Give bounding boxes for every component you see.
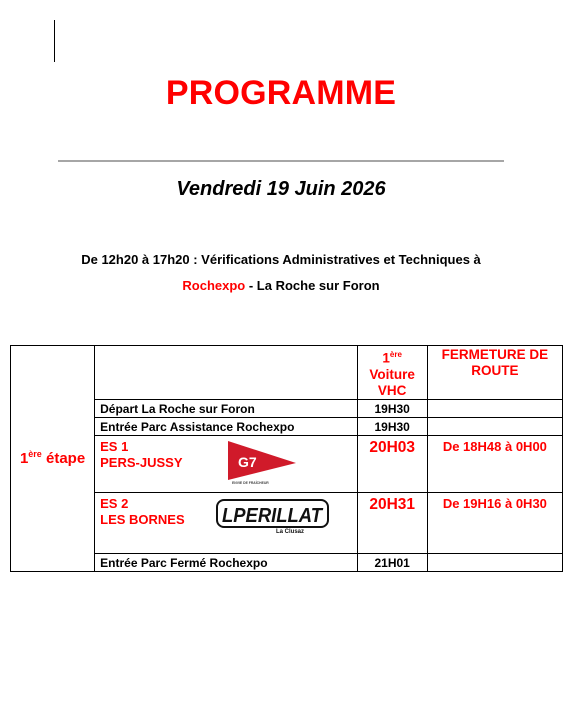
header-fermeture: FERMETURE DE ROUTE [427,346,562,400]
row-label: Départ La Roche sur Foron [95,399,357,417]
row-label: Entrée Parc Fermé Rochexpo [95,553,357,571]
row-fermeture [427,553,562,571]
g7-logo-text: G7 [238,453,257,470]
header-empty-cell [95,346,357,400]
etape-sup: ère [28,449,42,460]
intro-line-1: De 12h20 à 17h20 : Vérifications Administratives et Techniques à [81,252,481,267]
es2-time: 20H31 [357,492,427,553]
intro-line-2-rest: - La Roche sur Foron [245,278,380,293]
perillat-logo-tagline: La Clusaz [276,528,305,534]
header-voiture-sup: ère [389,350,402,359]
es2-cell [95,492,357,553]
es1-time: 20H03 [357,435,427,492]
header-voiture [357,346,427,400]
g7-logo [226,439,298,485]
etape-word: étape [41,450,86,468]
header-voiture-num: 1 [382,350,390,366]
etape-cell [11,346,95,572]
es1-cell [95,435,357,492]
row-label: Entrée Parc Assistance Rochexpo [95,417,357,435]
es1-fermeture: De 18H48 à 0H00 [427,435,562,492]
perillat-logo [216,498,330,534]
row-time: 19H30 [357,399,427,417]
etape-number: 1 [19,450,29,468]
es2-label: ES 2 [100,495,129,511]
header-voiture-l2: Voiture [369,366,415,382]
table-header-row [11,346,563,400]
intro-line-2 [0,273,562,299]
g7-logo-tagline: ENVIE DE FRAÎCHEUR [232,480,269,485]
text-cursor [54,20,55,62]
intro-paragraph [0,247,562,299]
header-voiture-l3: VHC [377,382,407,398]
programme-table [10,345,563,572]
horizontal-rule [58,160,504,162]
row-fermeture [427,399,562,417]
intro-place: Rochexpo [182,278,246,293]
event-date: Vendredi 19 Juin 2026 [176,178,386,200]
es1-label: ES 1 [100,438,129,454]
row-time: 21H01 [357,553,427,571]
row-fermeture [427,417,562,435]
es2-fermeture: De 19H16 à 0H30 [427,492,562,553]
page-title: PROGRAMME [165,74,397,112]
es1-name: PERS-JUSSY [100,454,183,470]
perillat-logo-text: LPERILLAT [222,504,324,527]
es2-name: LES BORNES [100,511,185,527]
row-time: 19H30 [357,417,427,435]
